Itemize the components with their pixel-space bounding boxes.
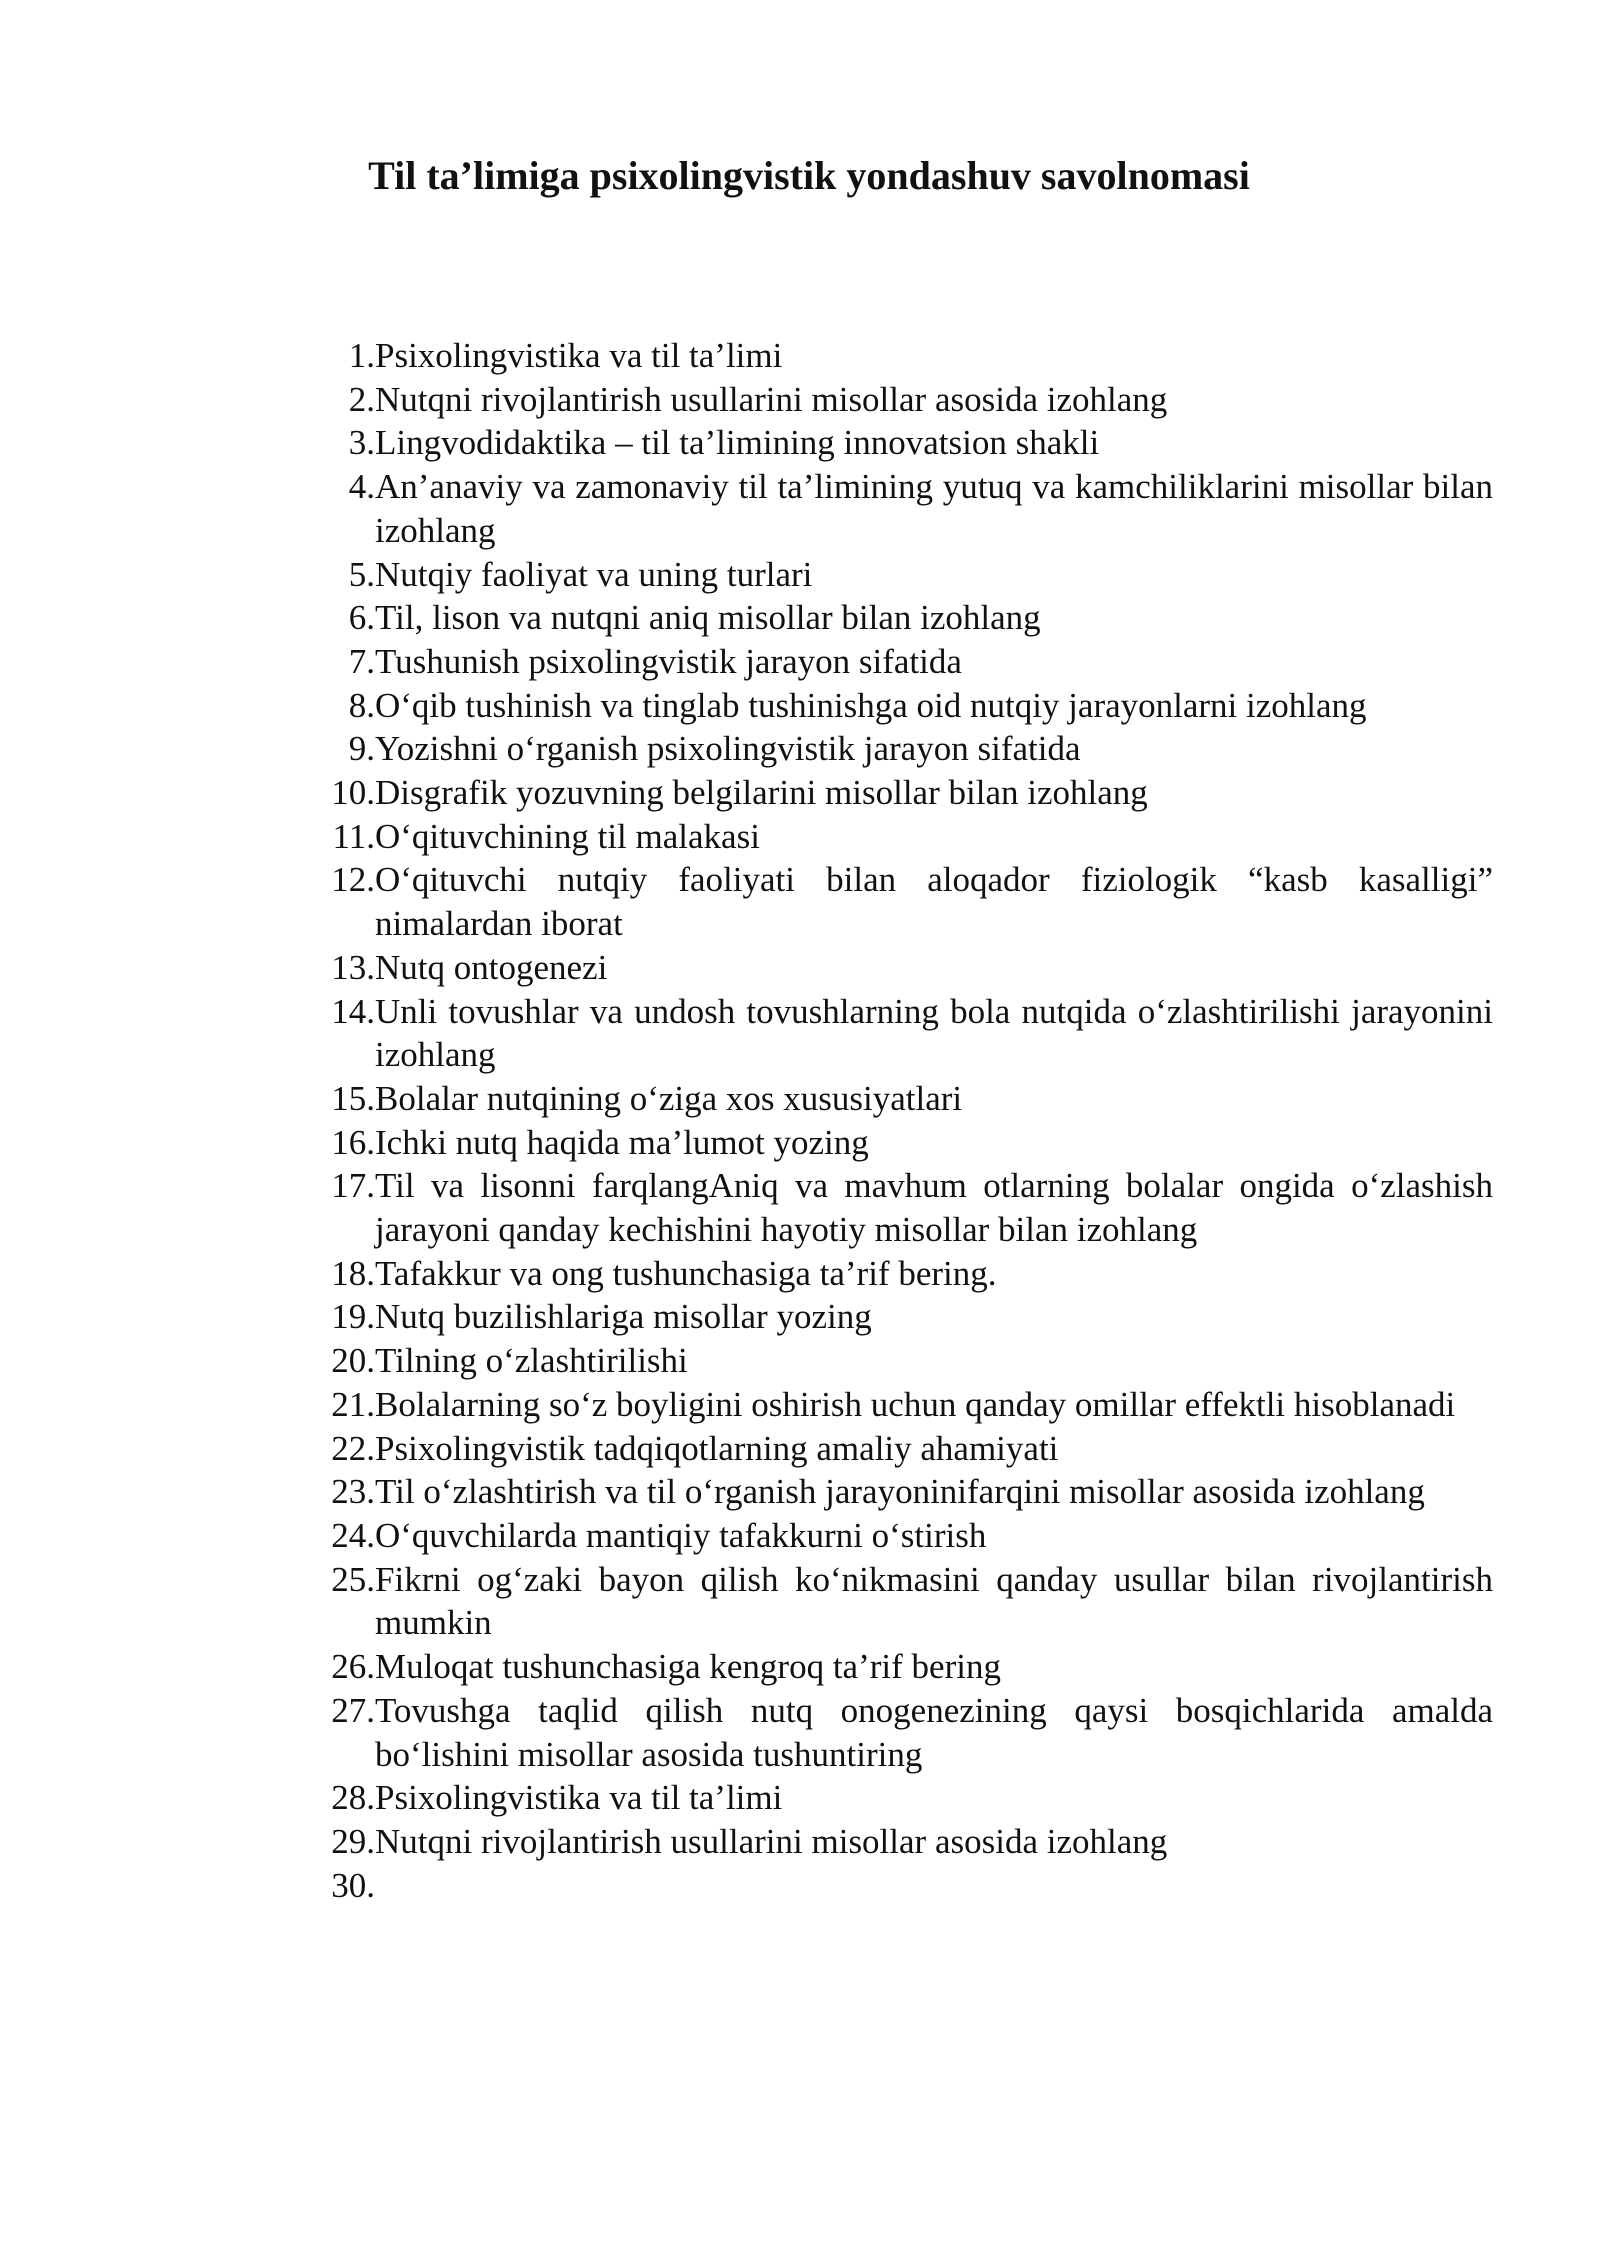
question-item	[325, 946, 1493, 990]
question-text: Nutqni rivojlantirish usullarini misollar asosida izohlang	[375, 379, 1168, 419]
question-number: 14.	[331, 991, 375, 1031]
question-number: 28.	[331, 1778, 375, 1818]
question-number: 17.	[331, 1166, 375, 1206]
question-item	[325, 378, 1493, 422]
question-item	[325, 727, 1493, 771]
question-item	[325, 1427, 1493, 1471]
question-text: Muloqat tushunchasiga kengroq ta’rif bering	[375, 1647, 1001, 1687]
question-number: 2.	[348, 379, 375, 419]
question-item	[325, 1514, 1493, 1558]
question-text: Tushunish psixolingvistik jarayon sifatida	[375, 641, 962, 681]
question-text: Psixolingvistika va til ta’limi	[375, 1778, 783, 1818]
question-number: 30.	[331, 1865, 375, 1905]
question-text: Bolalar nutqining o‘ziga xos xususiyatlari	[375, 1078, 963, 1118]
question-text: Til va lisonni farqlangAniq va mavhum otlarning bolalar ongida o‘zlashish jarayoni qanday kechishini hayotiy misollar bilan izohlang	[375, 1166, 1493, 1250]
question-text: O‘quvchilarda mantiqiy tafakkurni o‘stirish	[375, 1515, 987, 1555]
question-item	[325, 1820, 1493, 1864]
question-item	[325, 421, 1493, 465]
question-item	[325, 1077, 1493, 1121]
question-item	[325, 334, 1493, 378]
question-text: An’anaviy va zamonaviy til ta’limining yutuq va kamchiliklarini misollar bilan izohlang	[375, 467, 1493, 550]
question-number: 7.	[348, 641, 375, 681]
question-item	[325, 1776, 1493, 1820]
question-number: 23.	[331, 1472, 375, 1512]
question-text: Ichki nutq haqida ma’lumot yozing	[375, 1122, 869, 1162]
question-item	[325, 1164, 1493, 1251]
question-text: O‘qituvchi nutqiy faoliyati bilan aloqador fiziologik “kasb kasalligi” nimalardan iborat	[375, 860, 1493, 944]
question-number: 19.	[331, 1297, 375, 1337]
question-number: 25.	[331, 1559, 375, 1599]
question-item	[325, 684, 1493, 728]
question-number: 10.	[331, 773, 375, 813]
question-number: 13.	[331, 947, 375, 987]
question-item	[325, 596, 1493, 640]
question-text: Bolalarning so‘z boyligini oshirish uchun qanday omillar effektli hisoblanadi	[375, 1384, 1456, 1424]
question-item	[325, 465, 1493, 552]
question-item	[325, 1252, 1493, 1296]
question-number: 11.	[332, 816, 375, 856]
question-text: Fikrni og‘zaki bayon qilish ko‘nikmasini qanday usullar bilan rivojlantirish mumkin	[375, 1559, 1493, 1643]
question-number: 26.	[331, 1647, 375, 1687]
question-text: Psixolingvistika va til ta’limi	[375, 336, 783, 375]
question-number: 12.	[331, 860, 375, 900]
question-text: Nutq ontogenezi	[375, 947, 608, 987]
question-item	[325, 553, 1493, 597]
question-number: 15.	[331, 1078, 375, 1118]
document-title: Til ta’limiga psixolingvistik yondashuv savolnomasi	[368, 153, 1250, 198]
question-text: Psixolingvistik tadqiqotlarning amaliy ahamiyati	[375, 1428, 1059, 1468]
question-text: Til, lison va nutqni aniq misollar bilan izohlang	[375, 598, 1041, 638]
question-text: Tovushga taqlid qilish nutq onogenezining qaysi bosqichlarida amalda bo‘lishini misollar asosida tushuntiring	[375, 1690, 1493, 1774]
question-item	[325, 1121, 1493, 1165]
question-number: 4.	[348, 467, 375, 507]
question-item	[325, 640, 1493, 684]
question-text: O‘qituvchining til malakasi	[375, 816, 760, 856]
question-text: Nutqiy faoliyat va uning turlari	[375, 554, 813, 594]
question-text: Tilning o‘zlashtirilishi	[375, 1341, 688, 1381]
question-number: 6.	[348, 598, 375, 638]
question-number: 8.	[348, 685, 375, 725]
question-number: 24.	[331, 1515, 375, 1555]
question-item	[325, 1295, 1493, 1339]
question-item	[325, 1339, 1493, 1383]
question-item	[325, 1689, 1493, 1776]
question-item	[325, 771, 1493, 815]
question-text: Nutqni rivojlantirish usullarini misollar asosida izohlang	[375, 1821, 1168, 1861]
question-number: 9.	[348, 729, 375, 769]
question-text: Til o‘zlashtirish va til o‘rganish jarayoninifarqini misollar asosida izohlang	[375, 1472, 1425, 1512]
question-list	[325, 334, 1493, 1907]
question-item	[325, 1864, 1493, 1908]
question-text: O‘qib tushinish va tinglab tushinishga oid nutqiy jarayonlarni izohlang	[375, 685, 1367, 725]
question-item	[325, 990, 1493, 1077]
question-number: 16.	[331, 1122, 375, 1162]
question-text: Yozishni o‘rganish psixolingvistik jarayon sifatida	[375, 729, 1081, 769]
question-number: 27.	[331, 1690, 375, 1730]
question-number: 3.	[348, 423, 375, 463]
question-number: 5.	[348, 554, 375, 594]
question-item	[325, 1383, 1493, 1427]
question-text: Lingvodidaktika – til ta’limining innovatsion shakli	[375, 423, 1100, 463]
question-item	[325, 1645, 1493, 1689]
question-text: Tafakkur va ong tushunchasiga ta’rif bering.	[375, 1253, 997, 1293]
question-item	[325, 815, 1493, 859]
question-text: Nutq buzilishlariga misollar yozing	[375, 1297, 872, 1337]
question-text: Unli tovushlar va undosh tovushlarning bola nutqida o‘zlashtirilishi jarayonini izohlang	[375, 991, 1493, 1075]
question-text: Disgrafik yozuvning belgilarini misollar bilan izohlang	[375, 773, 1148, 813]
question-item	[325, 1558, 1493, 1645]
question-number: 20.	[331, 1341, 375, 1381]
question-item	[325, 858, 1493, 945]
question-number: 29.	[331, 1821, 375, 1861]
question-item	[325, 1470, 1493, 1514]
question-number: 22.	[331, 1428, 375, 1468]
question-number: 1.	[348, 336, 375, 375]
question-number: 21.	[331, 1384, 375, 1424]
question-number: 18.	[331, 1253, 375, 1293]
